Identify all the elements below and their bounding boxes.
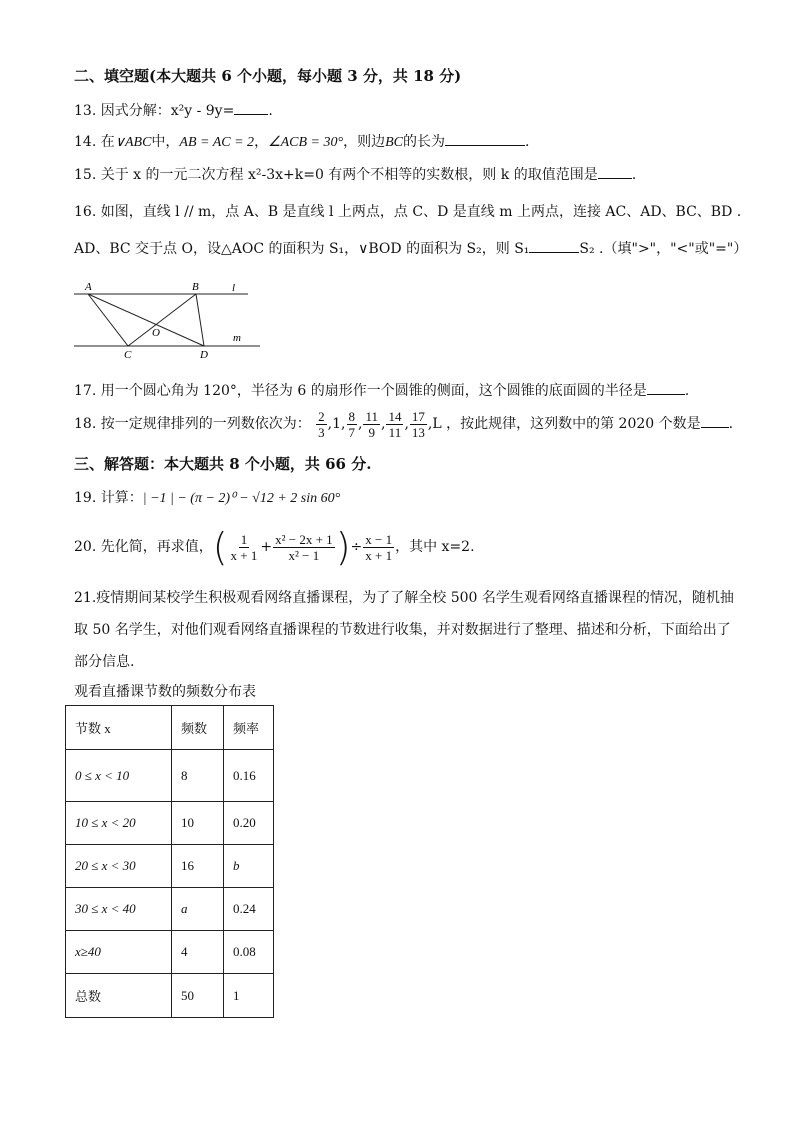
q18-post: ，按此规律，这列数中的第 2020 个数是 [446, 416, 701, 432]
q14-comma: ， [254, 134, 269, 150]
q18-pre: 按一定规律排列的一列数依次为： [100, 416, 311, 432]
label-d: D [200, 349, 208, 361]
q21-number: 21. [74, 590, 97, 606]
table-total-row [66, 974, 274, 1018]
q14-pre: 在 [100, 134, 115, 150]
q18-fraction-1 [316, 409, 327, 440]
q20-post: ，其中 x=2. [395, 539, 475, 555]
q13-number: 13. [74, 103, 97, 119]
row-3-range: 20 ≤ x < 30 [66, 845, 172, 888]
question-17 [74, 380, 689, 401]
table-row [66, 931, 274, 974]
q20-pre: 先化简，再求值， [100, 539, 213, 555]
q18-f3-num: 11 [365, 408, 378, 424]
q16-line2b: S₂ .（填">"，"<"或"="） [579, 241, 748, 257]
table-header-row [66, 706, 274, 750]
row-4-rate: 0.24 [224, 888, 274, 931]
question-15 [74, 164, 636, 185]
label-o: O [152, 327, 160, 339]
table-row [66, 888, 274, 931]
row-5-range: x≥40 [66, 931, 172, 974]
q18-fraction-5 [410, 409, 427, 440]
q20-fraction-c [363, 532, 394, 563]
table-row [66, 802, 274, 845]
q20-c-num: x − 1 [365, 531, 393, 547]
question-21-line-1 [74, 588, 734, 608]
q18-number: 18. [74, 416, 97, 432]
q17-number: 17. [74, 383, 97, 399]
label-a: A [85, 281, 92, 293]
q18-answer-blank [701, 413, 729, 428]
q16-line1: 如图，直线 l // m，点 A、B 是直线 l 上两点，点 C、D 是直线 m 上两点，连接 AC、AD、BC、BD . [100, 204, 742, 220]
q18-ellipsis: L [432, 416, 442, 432]
q19-pre: 计算： [100, 490, 143, 506]
q20-c-den: x + 1 [365, 547, 393, 563]
question-14 [74, 131, 529, 153]
header-sessions: 节数 x [66, 706, 172, 750]
q20-b-den: x² − 1 [288, 547, 320, 563]
q17-text: 用一个圆心角为 120°，半径为 6 的扇形作一个圆锥的侧面，这个圆锥的底面圆的半径是 [100, 383, 647, 399]
q14-mid: 中， [151, 134, 180, 150]
label-b: B [192, 281, 199, 293]
segment-bd [196, 294, 204, 346]
q18-fraction-2 [347, 409, 358, 440]
q17-answer-blank [647, 380, 685, 395]
row-1-count: 8 [172, 750, 224, 802]
row-2-count: 10 [172, 802, 224, 845]
row-2-rate: 0.20 [224, 802, 274, 845]
question-20 [74, 525, 475, 569]
total-count: 50 [172, 974, 224, 1018]
question-16-line-2 [74, 238, 747, 259]
label-c: C [124, 349, 132, 361]
q21-line1: 疫情期间某校学生积极观看网络直播课程，为了了解全校 500 名学生观看网络直播课程的情况，随机抽 [96, 590, 734, 606]
table-row [66, 750, 274, 802]
section-2-title: 二、填空题(本大题共 6 个小题，每小题 3 分，共 18 分) [74, 67, 462, 85]
q14-post2: 的长为 [403, 134, 445, 150]
q16-answer-blank [529, 238, 579, 253]
q18-f5-num: 17 [411, 408, 425, 424]
q18-f2-den: 7 [348, 424, 355, 440]
q18-f5-den: 13 [411, 424, 425, 440]
q14-answer-blank [445, 131, 525, 146]
q15-number: 15. [74, 167, 97, 183]
q20-b-num: x² − 2x + 1 [275, 531, 333, 547]
table-row [66, 845, 274, 888]
header-rate: 频率 [224, 706, 274, 750]
row-2-range: 10 ≤ x < 20 [66, 802, 172, 845]
table-caption: 观看直播课节数的频数分布表 [74, 684, 256, 700]
q13-answer-blank [234, 100, 268, 115]
q14-post: ，则边 [343, 134, 386, 150]
q20-fraction-a [229, 532, 260, 563]
parallel-lines-figure [70, 278, 270, 364]
q18-fraction-3 [363, 409, 380, 440]
q14-eq2: ∠ACB = 30° [268, 135, 344, 150]
q17-end: . [684, 383, 690, 399]
row-3-count: 16 [172, 845, 224, 888]
q21-line2: 取 50 名学生，对他们观看网络直播课程的节数进行收集，并对数据进行了整理、描述和分析，下面给出了 [74, 622, 731, 638]
label-l: l [232, 282, 236, 294]
q18-f2-num: 8 [348, 408, 355, 424]
q21-line3: 部分信息. [74, 654, 135, 670]
question-18: 18. 按一定规律排列的一列数依次为： $\frac{2}{3}$ ,1, $\frac{8}{7}$ , $\frac{11}{9}$ , $\frac{14}{11}$ , $\frac{17}{13}$ ,L ，按此规律，这列数中的第 2020 个数是 . [74, 408, 734, 440]
q15-end: . [631, 167, 637, 183]
q16-line2a: AD、BC 交于点 O，设△AOC 的面积为 S₁，∨BOD 的面积为 S₂，则 S₁ [74, 241, 530, 257]
q20-number: 20. [74, 539, 97, 555]
q19-expression: | −1 | − (π − 2)⁰ − √12 + 2 sin 60° [142, 491, 341, 506]
q20-fraction-b [273, 532, 335, 563]
q18-f4-den: 11 [388, 424, 402, 440]
total-label: 总数 [66, 974, 172, 1018]
row-4-range: 30 ≤ x < 40 [66, 888, 172, 931]
q16-number: 16. [74, 204, 97, 220]
q15-text: 关于 x 的一元二次方程 x²-3x+k=0 有两个不相等的实数根，则 k 的取值范围是 [100, 167, 598, 183]
q18-fraction-4 [386, 409, 403, 440]
q20-a-num: 1 [240, 531, 248, 547]
row-1-rate: 0.16 [224, 750, 274, 802]
q13-text: 因式分解：x²y - 9y= [100, 103, 235, 119]
row-1-range: 0 ≤ x < 10 [66, 750, 172, 802]
row-3-rate: b [224, 845, 274, 888]
row-5-rate: 0.08 [224, 931, 274, 974]
q14-number: 14. [74, 134, 97, 150]
q14-end: . [525, 134, 530, 150]
q18-one: 1 [332, 416, 342, 432]
label-m: m [233, 332, 241, 344]
total-rate: 1 [224, 974, 274, 1018]
question-19 [74, 488, 340, 509]
q20-right-paren: ) [335, 525, 351, 569]
row-5-count: 4 [172, 931, 224, 974]
q18-f1-den: 3 [318, 424, 325, 440]
q18-f1-num: 2 [318, 408, 325, 424]
segment-ac [88, 294, 128, 346]
q15-answer-blank [598, 164, 632, 179]
q20-plus: + [260, 539, 273, 555]
question-13 [74, 100, 273, 121]
q20-a-den: x + 1 [230, 547, 258, 563]
question-16-line-1 [74, 202, 741, 222]
row-4-count: a [172, 888, 224, 931]
q19-number: 19. [74, 490, 97, 506]
q18-f3-den: 9 [368, 424, 375, 440]
q14-triangle: ∨ABC [114, 135, 152, 150]
q14-bc: BC [385, 135, 403, 150]
frequency-table [65, 705, 274, 1018]
q18-f4-num: 14 [388, 408, 402, 424]
header-frequency: 频数 [172, 706, 224, 750]
section-3-title: 三、解答题：本大题共 8 个小题，共 66 分. [74, 455, 372, 473]
q14-eq1: AB = AC = 2 [179, 135, 255, 150]
q20-left-paren: ( [212, 525, 228, 569]
q13-end: . [268, 103, 273, 119]
q20-div: ÷ [350, 539, 363, 555]
q18-end: . [728, 416, 734, 432]
